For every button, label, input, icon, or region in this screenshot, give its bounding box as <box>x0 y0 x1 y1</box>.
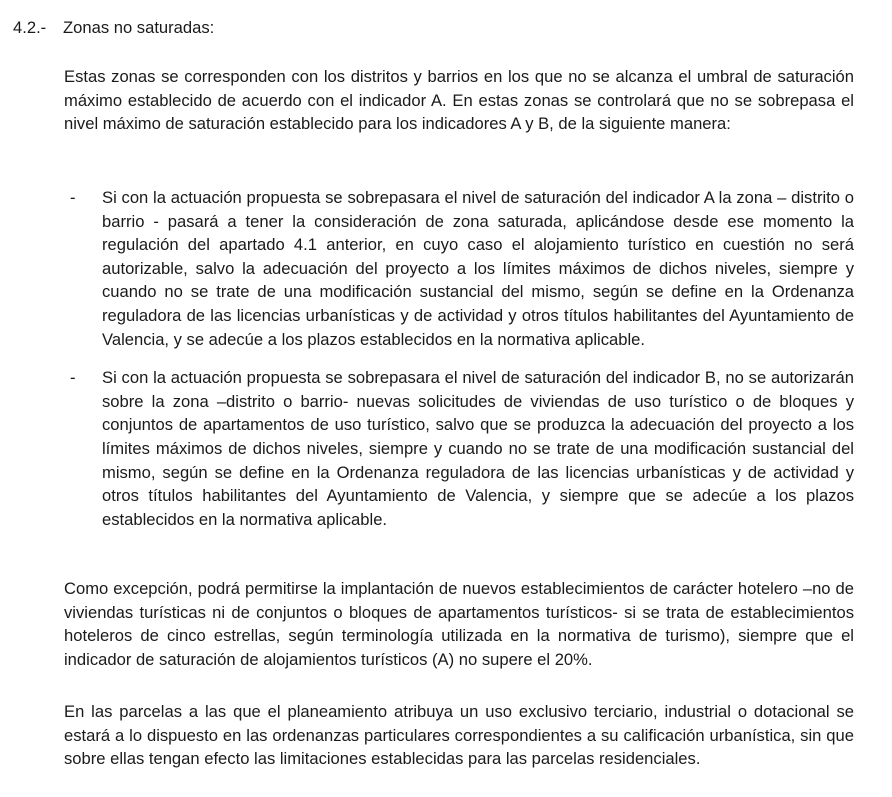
parcels-paragraph: En las parcelas a las que el planeamiento atribuya un uso exclusivo terciario, industrial o dotacional se estará a lo dispuesto en las ordenanzas particulares correspondientes a su calificación urbanística, sin que sobre ellas tengan efecto las limitaciones establecidas para las parcelas residenciales. <box>64 702 854 769</box>
section-heading <box>13 16 214 40</box>
section-number: 4.2.- <box>13 18 47 37</box>
bullet-dash: - <box>70 368 76 388</box>
bullet-dash: - <box>70 188 76 207</box>
exception-paragraph: Como excepción, podrá permitirse la implantación de nuevos establecimientos de carácter hotelero –no de viviendas turísticas ni de conjuntos o bloques de apartamentos turísticos- si se trata de establecimientos hoteleros de cinco estrellas, según terminología utilizada en la normativa de turismo), siempre que el indicador de saturación de alojamientos turísticos (A) no supere el 20%. <box>64 579 854 669</box>
intro-paragraph: Estas zonas se corresponden con los distritos y barrios en los que no se alcanza el umbral de saturación máximo establecido de acuerdo con el indicador A. En estas zonas se controlará que no se sobrepasa el nivel máximo de saturación establecido para los indicadores A y B, de la siguiente manera: <box>64 67 854 134</box>
list-item <box>64 186 854 351</box>
list-item <box>64 366 854 531</box>
list-item-text: Si con la actuación propuesta se sobrepasara el nivel de saturación del indicador A la zona – distrito o barrio - pasará a tener la consideración de zona saturada, aplicándose desde ese momento la regulación del apartado 4.1 anterior, en cuyo caso el alojamiento turístico en cuestión no será autorizable, salvo la adecuación del proyecto a los límites máximos de dichos niveles, siempre y cuando no se trate de una modificación sustancial del mismo, según se define en la Ordenanza reguladora de las licencias urbanísticas y de actividad y otros títulos habilitantes del Ayuntamiento de Valencia, y se adecúe a los plazos establecidos en la normativa aplicable. <box>102 188 854 349</box>
list-item-text: Si con la actuación propuesta se sobrepasara el nivel de saturación del indicador B, no se autorizarán sobre la zona –distrito o barrio- nuevas solicitudes de viviendas de uso turístico o de bloques y conjuntos de apartamentos de uso turístico, salvo que se produzca la adecuación del proyecto a los límites máximos de dichos niveles, siempre y cuando no se trate de una modificación sustancial del mismo, según se define en la Ordenanza reguladora de las licencias urbanísticas y de actividad y otros títulos habilitantes del Ayuntamiento de Valencia, y siempre que se adecúe a los plazos establecidos en la normativa aplicable. <box>102 368 854 529</box>
condition-list <box>64 186 854 531</box>
section-title: Zonas no saturadas: <box>63 18 215 37</box>
